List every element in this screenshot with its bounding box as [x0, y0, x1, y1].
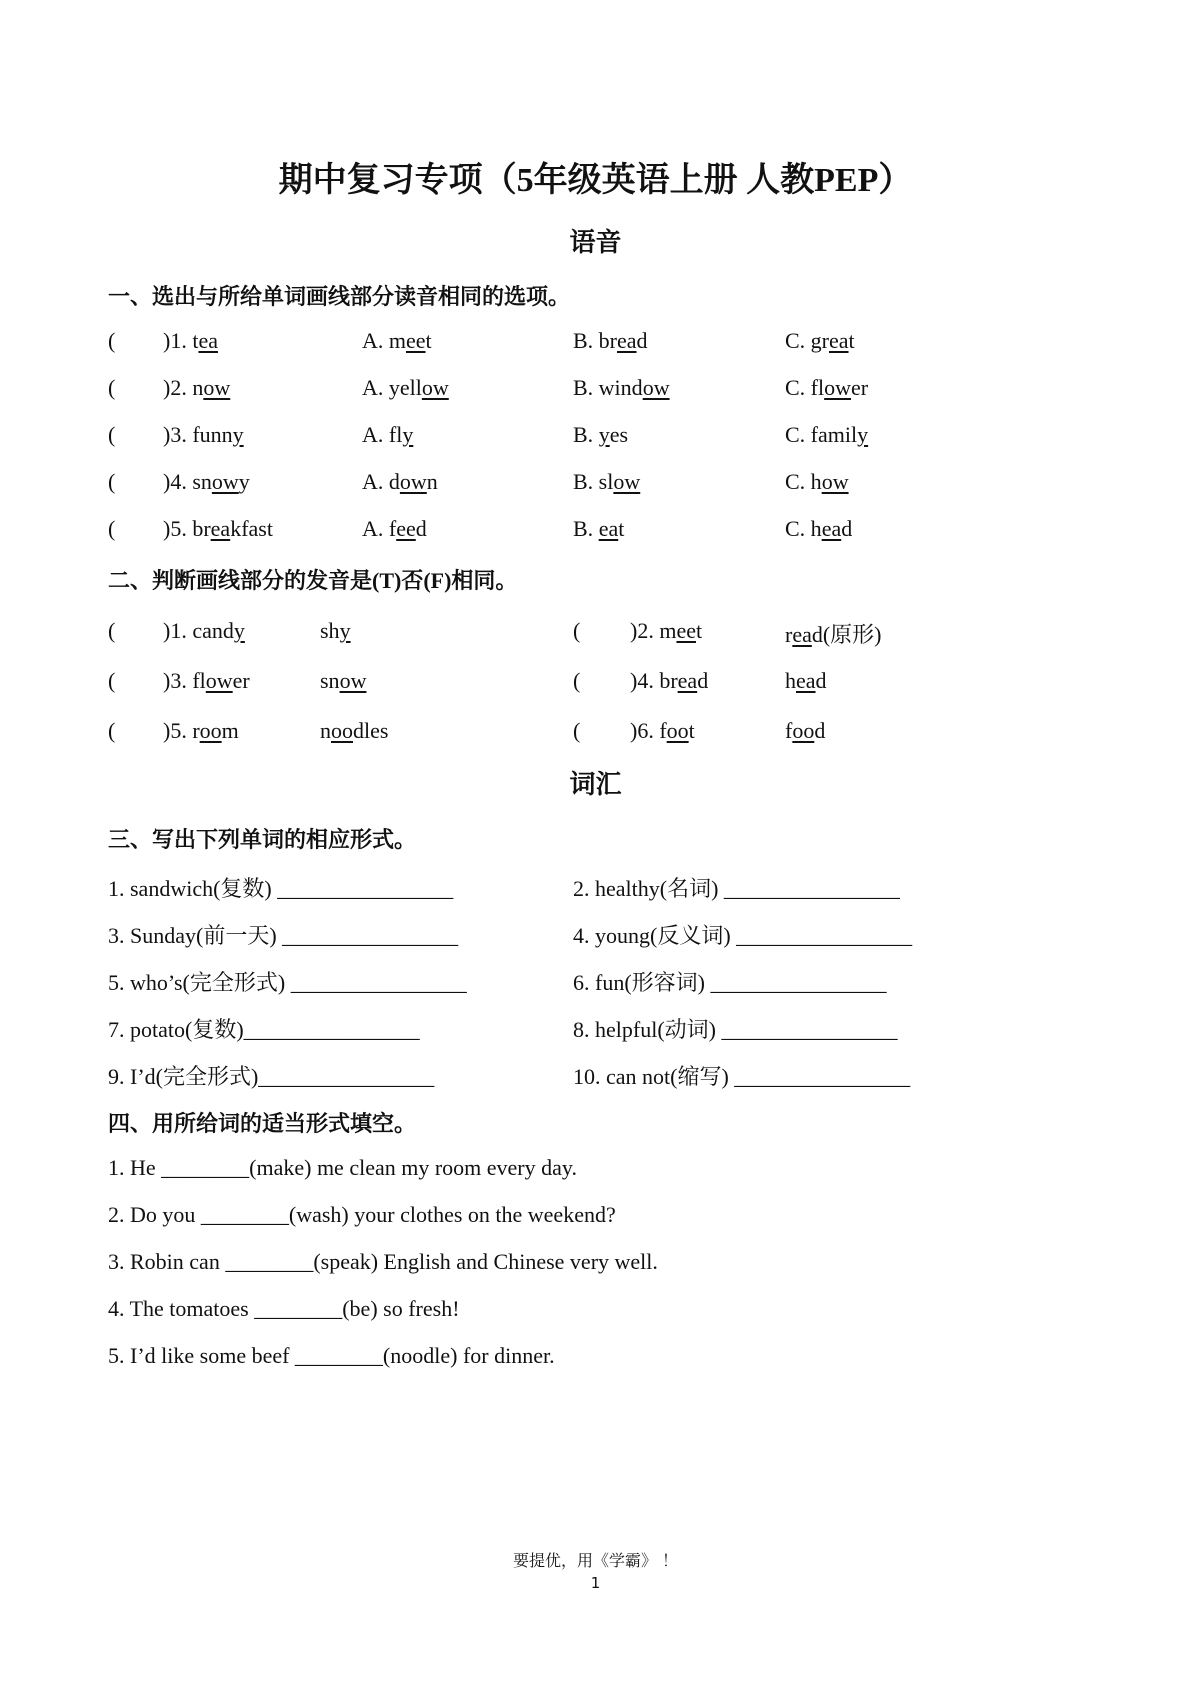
underlined-letters: oo: [331, 718, 353, 743]
underlined-letters: ee: [676, 618, 696, 643]
word-part: C. h: [785, 516, 822, 541]
question-row: [0, 1155, 1191, 1185]
underlined-letters: ea: [210, 516, 231, 541]
option-a: [362, 328, 432, 353]
underlined-letters: y: [232, 422, 244, 447]
underlined-letters: ea: [796, 668, 816, 693]
word-part: B. br: [573, 328, 617, 353]
part-title-phonetics: 语音: [569, 228, 622, 257]
answer-bracket[interactable]: (: [108, 375, 116, 400]
underlined-letters: y: [339, 618, 351, 643]
option-c: [785, 328, 855, 353]
answer-bracket[interactable]: (: [573, 618, 581, 643]
question-row: [0, 966, 1191, 996]
option-c: [785, 516, 852, 541]
word-part: br: [659, 668, 678, 693]
word-part: es: [609, 422, 629, 447]
option-a: [362, 422, 413, 447]
answer-bracket[interactable]: (: [108, 422, 116, 447]
word-part: f: [785, 718, 793, 743]
question-row: [0, 1296, 1191, 1326]
word-1: [659, 718, 694, 743]
word-part: d: [697, 668, 709, 693]
question-number: )5.: [163, 718, 193, 743]
fill-in-sentence[interactable]: 3. Robin can ________(speak) English and Chinese very well.: [108, 1249, 658, 1274]
question-row: [0, 718, 1191, 748]
word-part: t: [425, 328, 432, 353]
word-part: f: [659, 718, 667, 743]
word-part: m: [659, 618, 677, 643]
word-1: [659, 618, 702, 643]
fill-in-item[interactable]: 2. healthy(名词) ________________: [573, 876, 900, 901]
underlined-letters: ow: [205, 668, 233, 693]
answer-bracket[interactable]: (: [573, 668, 581, 693]
underlined-letters: oo: [666, 718, 689, 743]
option-b: [573, 328, 648, 353]
answer-bracket[interactable]: (: [108, 469, 116, 494]
word-part: B.: [573, 516, 599, 541]
question-number: )5.: [163, 516, 193, 541]
question-number: )4.: [630, 668, 660, 693]
word-part: d: [636, 328, 648, 353]
option-c: [785, 422, 868, 447]
word-part: d: [841, 516, 853, 541]
underlined-letters: ow: [642, 375, 670, 400]
question-word: [192, 375, 230, 400]
question-row: [0, 1060, 1191, 1090]
underlined-letters: ow: [399, 469, 427, 494]
question-word: [192, 516, 273, 541]
word-part: funn: [192, 422, 233, 447]
option-a: [362, 516, 427, 541]
question-row: [0, 872, 1191, 902]
word-part: A. m: [362, 328, 406, 353]
word-part: m: [221, 718, 239, 743]
footer-slogan: 要提优，用《学霸》 ！: [512, 1551, 679, 1570]
word-1: [659, 668, 708, 693]
word-part: sn: [192, 469, 212, 494]
underlined-letters: ow: [421, 375, 449, 400]
question-word: [192, 328, 218, 353]
word-1: [192, 668, 249, 693]
word-part: A. f: [362, 516, 397, 541]
word-part: B.: [573, 422, 599, 447]
underlined-letters: ow: [821, 469, 849, 494]
word-part: h: [785, 668, 796, 693]
word-part: fl: [192, 668, 206, 693]
option-b: [573, 375, 670, 400]
underlined-letters: y: [402, 422, 414, 447]
word-2: [785, 668, 827, 693]
underlined-letters: ow: [203, 375, 231, 400]
question-number: )3.: [163, 422, 193, 447]
question-number: )1.: [163, 618, 193, 643]
question-number: )1.: [163, 328, 193, 353]
underlined-letters: ow: [339, 668, 367, 693]
underlined-letters: ea: [617, 328, 637, 353]
underlined-letters: oo: [199, 718, 222, 743]
word-part: C. gr: [785, 328, 829, 353]
question-word: [192, 422, 243, 447]
underlined-letters: ea: [598, 516, 619, 541]
word-part: B. sl: [573, 469, 614, 494]
fill-in-item[interactable]: 1. sandwich(复数) ________________: [108, 876, 454, 901]
page-title: 期中复习专项（5年级英语上册 人教PEP）: [278, 162, 913, 199]
section1-heading: 一、选出与所给单词画线部分读音相同的选项。: [108, 284, 571, 309]
word-part: sn: [320, 668, 340, 693]
word-part: d: [814, 718, 826, 743]
question-number: )2.: [163, 375, 193, 400]
word-part: y: [238, 469, 250, 494]
question-row: [0, 1249, 1191, 1279]
word-part: B. wind: [573, 375, 643, 400]
question-row: [0, 422, 1191, 452]
section2-heading: 二、判断画线部分的发音是(T)否(F)相同。: [108, 568, 518, 593]
word-part: t: [192, 328, 199, 353]
word-1: [192, 718, 238, 743]
fill-in-item[interactable]: 9. I’d(完全形式)________________: [108, 1064, 435, 1089]
word-part: r: [785, 622, 793, 647]
question-number: )6.: [630, 718, 660, 743]
fill-in-sentence[interactable]: 4. The tomatoes ________(be) so fresh!: [108, 1296, 460, 1321]
underlined-letters: y: [598, 422, 610, 447]
option-a: [362, 375, 449, 400]
word-part: C. fl: [785, 375, 825, 400]
question-row: [0, 375, 1191, 405]
word-part: t: [848, 328, 855, 353]
section3-heading: 三、写出下列单词的相应形式。: [108, 827, 417, 852]
word-part: n: [320, 718, 331, 743]
question-row: [0, 516, 1191, 546]
underlined-letters: ow: [211, 469, 239, 494]
word-part: n: [426, 469, 438, 494]
word-part: C. famil: [785, 422, 858, 447]
underlined-letters: ow: [613, 469, 641, 494]
question-row: [0, 618, 1191, 648]
underlined-letters: ow: [824, 375, 852, 400]
underlined-letters: ea: [821, 516, 842, 541]
word-part: d(原形): [811, 622, 882, 647]
option-b: [573, 516, 624, 541]
word-part: cand: [192, 618, 234, 643]
word-part: A. d: [362, 469, 400, 494]
word-part: sh: [320, 618, 340, 643]
option-b: [573, 469, 640, 494]
word-part: t: [618, 516, 625, 541]
question-word: [192, 469, 249, 494]
fill-in-item[interactable]: 7. potato(复数)________________: [108, 1017, 420, 1042]
question-number: )4.: [163, 469, 193, 494]
word-part: dles: [353, 718, 389, 743]
word-part: d: [415, 516, 427, 541]
question-number: )2.: [630, 618, 660, 643]
fill-in-item[interactable]: 10. can not(缩写) ________________: [573, 1064, 911, 1089]
word-part: C. h: [785, 469, 822, 494]
option-b: [573, 422, 628, 447]
fill-in-sentence[interactable]: 2. Do you ________(wash) your clothes on the weekend?: [108, 1202, 616, 1227]
underlined-letters: ea: [792, 622, 812, 647]
fill-in-sentence[interactable]: 5. I’d like some beef ________(noodle) for dinner.: [108, 1343, 555, 1368]
answer-bracket[interactable]: (: [108, 718, 116, 743]
option-c: [785, 375, 868, 400]
fill-in-item[interactable]: 8. helpful(动词) ________________: [573, 1017, 898, 1042]
question-row: [0, 668, 1191, 698]
question-row: [0, 919, 1191, 949]
fill-in-item[interactable]: 3. Sunday(前一天) ________________: [108, 923, 459, 948]
word-part: n: [192, 375, 204, 400]
word-part: kfast: [230, 516, 273, 541]
answer-bracket[interactable]: (: [108, 516, 116, 541]
question-row: [0, 1013, 1191, 1043]
word-part: er: [232, 668, 250, 693]
underlined-letters: ea: [198, 328, 218, 353]
underlined-letters: ee: [396, 516, 416, 541]
word-2: [320, 618, 351, 643]
option-a: [362, 469, 438, 494]
underlined-letters: oo: [792, 718, 815, 743]
word-part: t: [695, 618, 703, 643]
question-row: [0, 469, 1191, 499]
fill-in-item[interactable]: 6. fun(形容词) ________________: [573, 970, 887, 995]
underlined-letters: ea: [677, 668, 698, 693]
question-row: [0, 328, 1191, 358]
word-part: r: [192, 718, 200, 743]
underlined-letters: ea: [829, 328, 849, 353]
word-part: d: [815, 668, 827, 693]
underlined-letters: y: [233, 618, 245, 643]
question-row: [0, 1202, 1191, 1232]
fill-in-sentence[interactable]: 1. He ________(make) me clean my room every day.: [108, 1155, 577, 1180]
option-c: [785, 469, 849, 494]
underlined-letters: ee: [406, 328, 426, 353]
part-title-vocabulary: 词汇: [569, 770, 622, 799]
word-part: A. yell: [362, 375, 422, 400]
page-number: 1: [590, 1574, 601, 1592]
word-part: br: [192, 516, 211, 541]
question-row: [0, 1343, 1191, 1373]
word-part: er: [851, 375, 869, 400]
word-2: [785, 718, 825, 743]
answer-bracket[interactable]: (: [108, 618, 116, 643]
word-2: [320, 718, 388, 743]
word-2: [785, 622, 882, 647]
answer-bracket[interactable]: (: [108, 668, 116, 693]
underlined-letters: y: [857, 422, 869, 447]
word-2: [320, 668, 366, 693]
answer-bracket[interactable]: (: [573, 718, 581, 743]
word-1: [192, 618, 245, 643]
answer-bracket[interactable]: (: [108, 328, 116, 353]
word-part: A. fl: [362, 422, 403, 447]
fill-in-item[interactable]: 5. who’s(完全形式) ________________: [108, 970, 467, 995]
section4-heading: 四、用所给词的适当形式填空。: [108, 1111, 417, 1136]
question-number: )3.: [163, 668, 193, 693]
fill-in-item[interactable]: 4. young(反义词) ________________: [573, 923, 913, 948]
word-part: t: [688, 718, 695, 743]
